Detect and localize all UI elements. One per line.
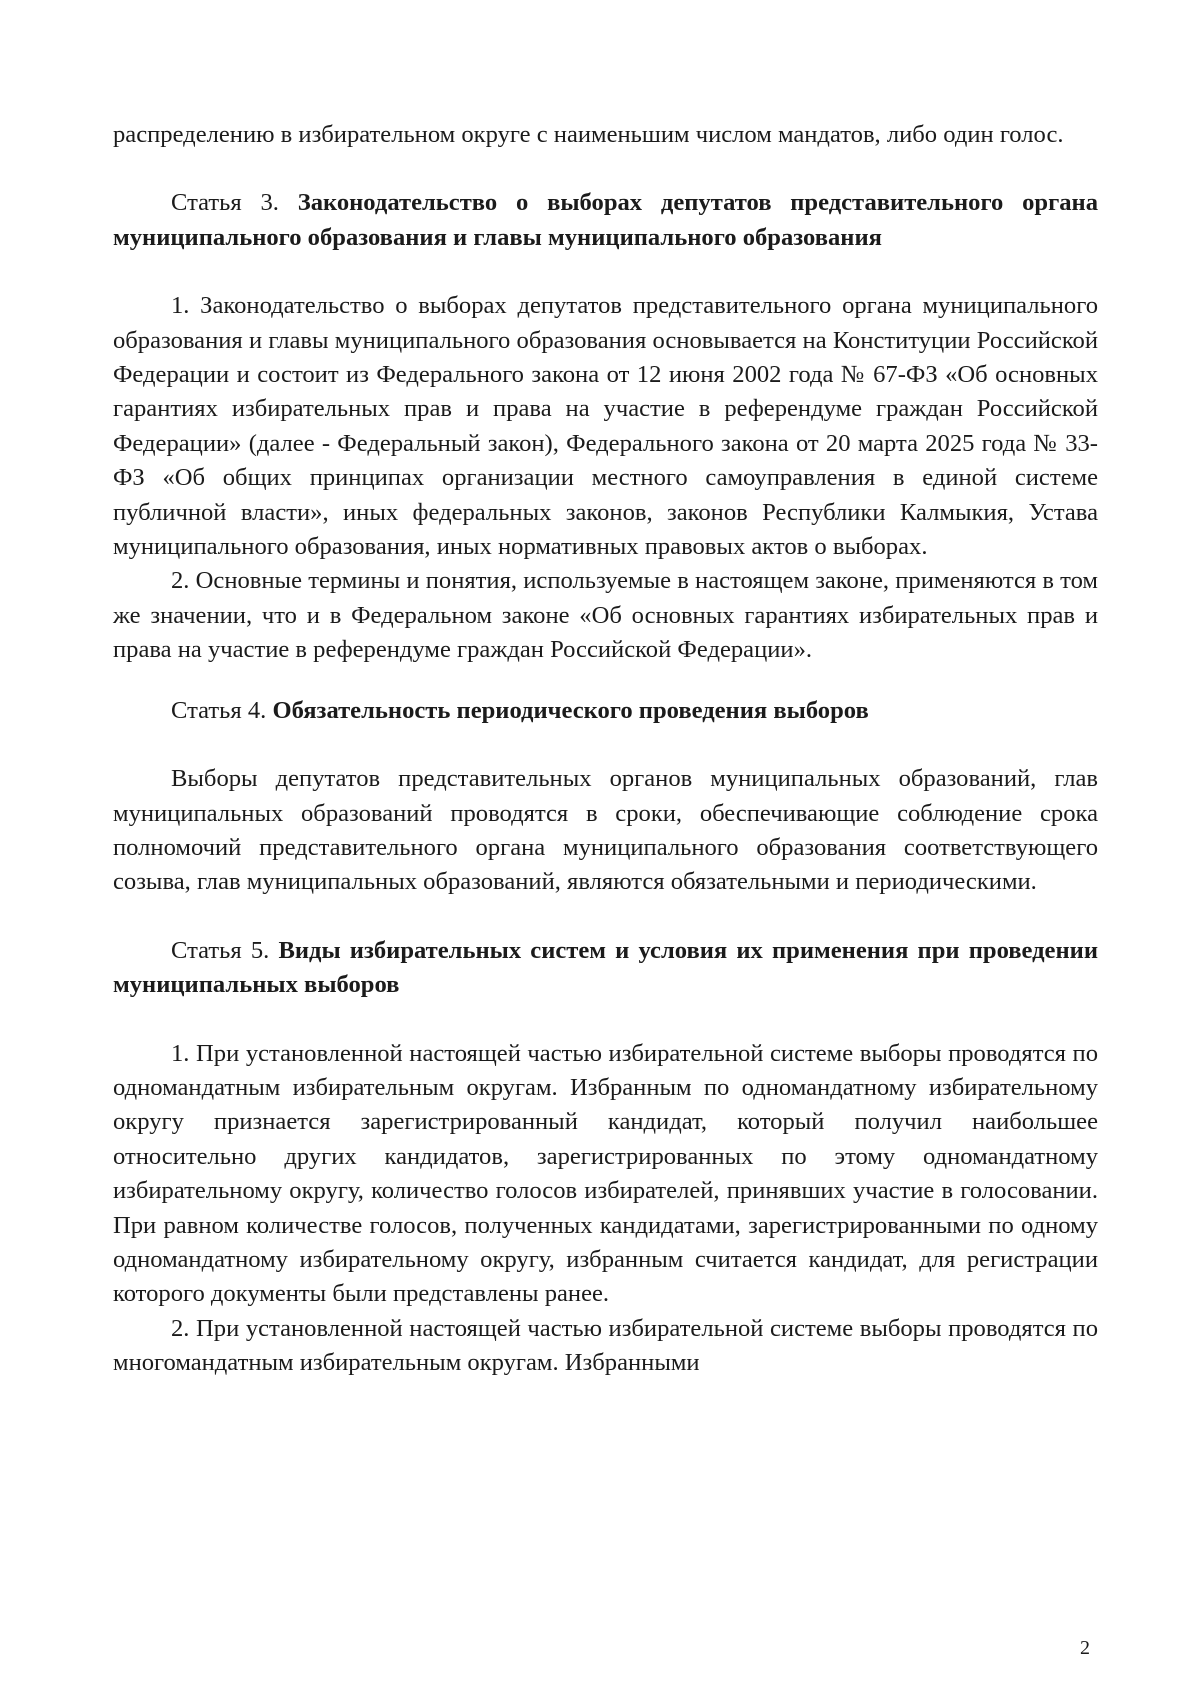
article-5-title: Виды избирательных систем и условия их применения при проведении муниципальных выборов bbox=[113, 936, 1098, 999]
article-5-paragraph-1: 1. При установленной настоящей частью избирательной системе выборы проводятся по одномандатным избирательным округам. Избранным по одномандатному избирательному округу признается зарегистрированный кандидат, который получил наибольшее относительно других кандидатов, зарегистрированных по этому одномандатному избирательному округу, количество голосов избирателей, принявших участие в голосовании. При равном количестве голосов, полученных кандидатами, зарегистрированными по одному одномандатному избирательному округу, избранным считается кандидат, для регистрации которого документы были представлены ранее. bbox=[113, 1039, 1098, 1308]
article-3-label: Статья 3. bbox=[171, 189, 279, 217]
page-number: 2 bbox=[1080, 1637, 1090, 1659]
continuation-paragraph: распределению в избирательном округе с наименьшим числом мандатов, либо один голос. bbox=[113, 121, 1064, 148]
article-3-title: Законодательство о выборах депутатов представительного органа муниципального образования и главы муниципального образования bbox=[113, 189, 1099, 251]
article-4-title: Обязательность периодического проведения выборов bbox=[272, 696, 869, 724]
article-3-paragraph-1: 1. Законодательство о выборах депутатов представительного органа муниципального образования и главы муниципального образования основывается на Конституции Российской Федерации и состоит из Федерального закона от 12 июня 2002 года № 67-ФЗ «Об основных гарантиях избирательных прав и права на участие в референдуме граждан Российской Федерации» (далее - Федеральный закон), Федерального закона от 20 марта 2025 года № 33-ФЗ «Об общих принципах организации местного самоуправления в единой системе публичной власти», иных федеральных законов, законов Республики Калмыкия, Устава муниципального образования, иных нормативных правовых актов о выборах. bbox=[113, 292, 1098, 561]
article-4-heading bbox=[113, 694, 1098, 728]
article-5-label: Статья 5. bbox=[171, 936, 270, 964]
article-3-heading bbox=[113, 186, 1098, 255]
article-3-paragraph-2: 2. Основные термины и понятия, используемые в настоящем законе, применяются в том же значении, что и в Федеральном законе «Об основных гарантиях избирательных прав и права на участие в референдуме граждан Российской Федерации». bbox=[113, 567, 1098, 664]
article-4-paragraph-1: Выборы депутатов представительных органов муниципальных образований, глав муниципальных образований проводятся в сроки, обеспечивающие соблюдение срока полномочий представительного органа муниципального образования соответствующего созыва, глав муниципальных образований, являются обязательными и периодическими. bbox=[113, 765, 1098, 896]
document-page bbox=[113, 118, 1098, 1381]
article-4-label: Статья 4. bbox=[171, 696, 267, 724]
article-5-heading bbox=[113, 934, 1098, 1003]
article-5-paragraph-2: 2. При установленной настоящей частью избирательной системе выборы проводятся по многомандатным избирательным округам. Избранными bbox=[113, 1314, 1098, 1377]
